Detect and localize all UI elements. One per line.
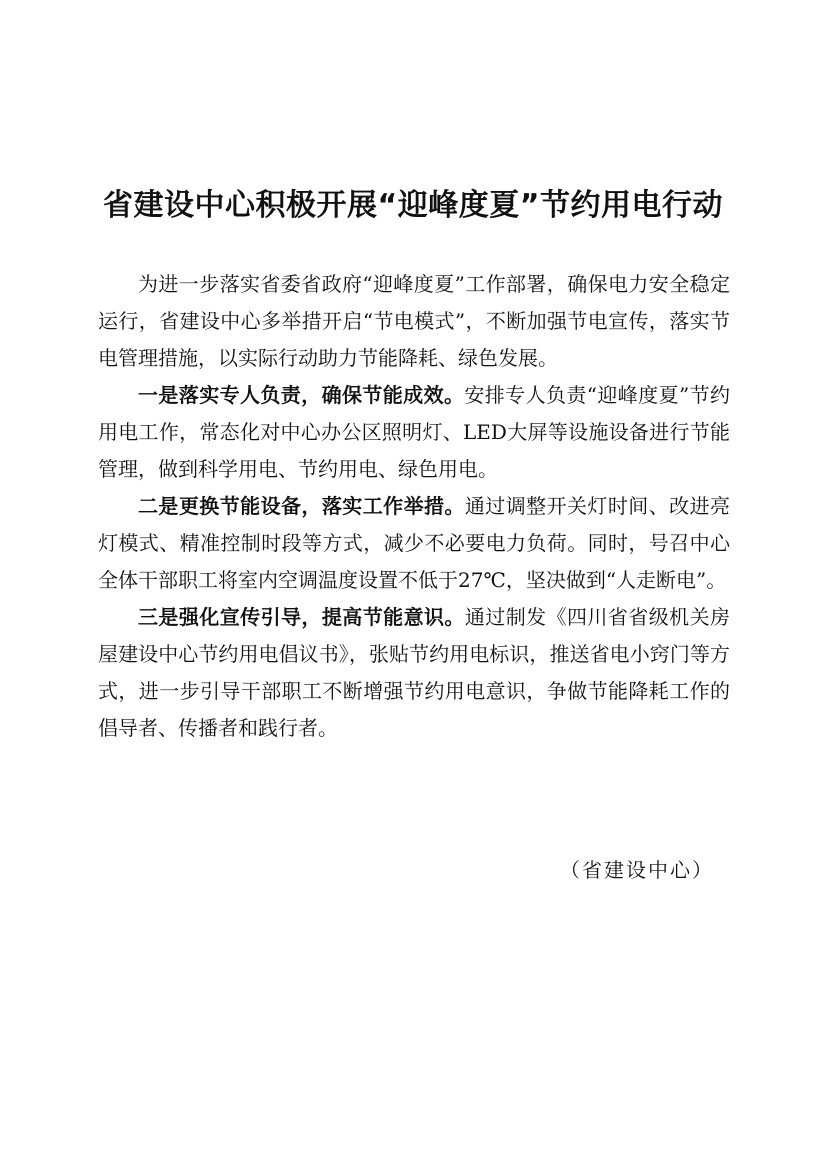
- source-attribution: （省建设中心）: [560, 858, 714, 882]
- section-text-3: 通过制发《四川省省级机关房屋建设中心节约用电倡议书》，张贴节约用电标识，推送省电小窍门等方式，进一步引导干部职工不断增强节约用电意识，争做节能降耗工作的倡导者、传播者和践行者。: [98, 605, 731, 740]
- section-lead-2: 二是更换节能设备，落实工作举措。: [138, 494, 465, 518]
- section-lead-1: 一是落实专人负责，确保节能成效。: [138, 383, 465, 407]
- section-text-1: 安排专人负责“迎峰度夏”节约用电工作，常态化对中心办公区照明灯、LED大屏等设施设备进行节能管理，做到科学用电、节约用电、绿色用电。: [98, 383, 731, 481]
- intro-paragraph: 为进一步落实省委省政府“迎峰度夏”工作部署，确保电力安全稳定运行，省建设中心多举措开启“节电模式”，不断加强节电宣传，落实节电管理措施，以实际行动助力节能降耗、绿色发展。: [98, 272, 730, 370]
- article-body: [98, 266, 730, 747]
- section-lead-3: 三是强化宣传引导，提高节能意识。: [138, 605, 465, 629]
- section-text-2: 通过调整开关灯时间、改进亮灯模式、精准控制时段等方式，减少不必要电力负荷。同时，号召中心全体干部职工将室内空调温度设置不低于27℃，坚决做到“人走断电”。: [98, 494, 731, 592]
- section-paragraph-2: [98, 488, 730, 599]
- page-title: 省建设中心积极开展“迎峰度夏”节约用电行动: [103, 188, 723, 223]
- section-paragraph-1: [98, 377, 730, 488]
- section-paragraph-3: [98, 599, 730, 747]
